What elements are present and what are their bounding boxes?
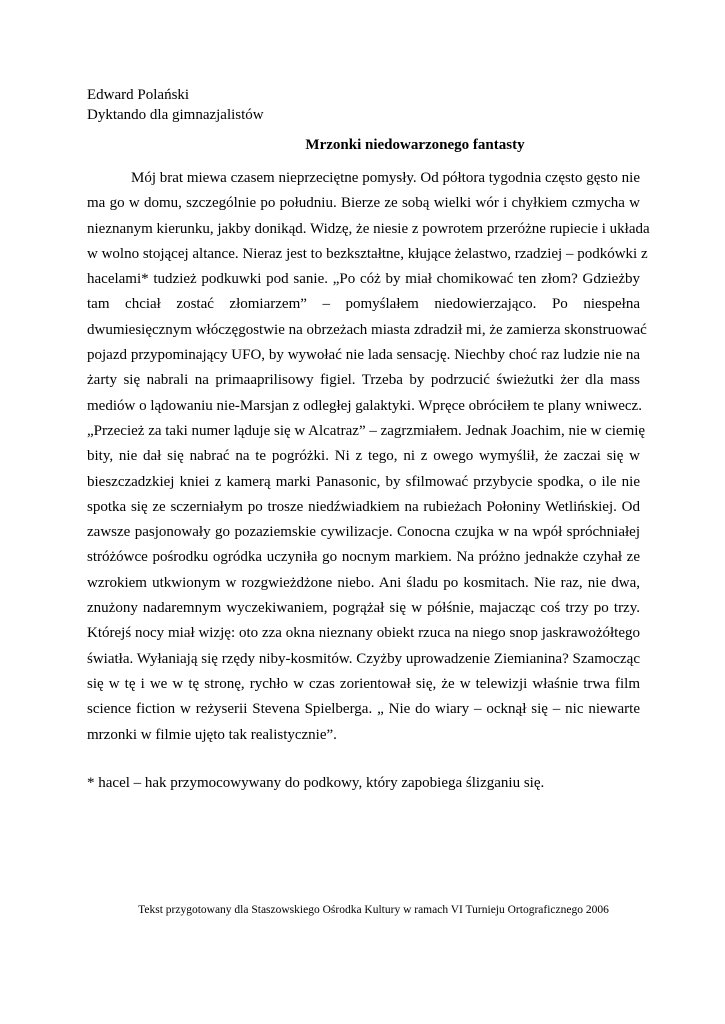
paragraph-line: w wolno stojącej altance. Nieraz jest to bezkształtne, kłujące żelastwo, rzadziej – podkówki z [87, 245, 648, 262]
paragraph-line: tam chciał zostać złomiarzem” – pomyślałem niedowierzająco. Po niespełna [87, 296, 640, 313]
paragraph-line: wzrokiem utkwionym w rozgwieżdżone niebo. Ani śladu po kosmitach. Nie raz, nie dwa, [87, 574, 640, 591]
paragraph-line: ma go w domu, szczególnie po południu. Bierze ze sobą wielki wór i chyłkiem czmycha w [87, 195, 640, 212]
paragraph-line: Którejś nocy miał wizję: oto zza okna nieznany obiekt rzuca na niego snop jaskrawożółtego [87, 625, 640, 642]
paragraph-line: nieznanym kierunku, jakby donikąd. Widzę, że niesie z powrotem przeróżne rupiecie i układa [87, 220, 650, 237]
paragraph-line: mrzonki w filmie ujęto tak realistycznie”. [87, 726, 337, 743]
paragraph-line: się w tę i we w tę stronę, rychło w czas zorientował się, że w telewizji właśnie trwa film [87, 675, 640, 692]
footnote: * hacel – hak przymocowywany do podkowy, który zapobiega ślizganiu się. [87, 775, 545, 791]
paragraph-line: science fiction w reżyserii Stevena Spielberga. „ Nie do wiary – ocknął się – nic niewarte [87, 701, 640, 718]
paragraph-line: stróżówce pośrodku ogródka uczyniła go nocnym markiem. Na próżno jednakże czyhał ze [87, 549, 640, 566]
document-header [87, 85, 264, 125]
author-name: Edward Polański [87, 87, 190, 103]
paragraph-line: mediów o lądowaniu nie-Marsjan z odległej galaktyki. Wpręce obróciłem te plany wniwecz. [87, 397, 642, 414]
paragraph-line: Mój brat miewa czasem nieprzeciętne pomysły. Od półtora tygodnia często gęsto nie [131, 170, 640, 186]
paragraph-line: pojazd przypominający UFO, by wywołać nie lada sensację. Niechby choć raz ludzie nie na [87, 347, 640, 364]
paragraph-line: „Przecież za taki numer ląduje się w Alcatraz” – zagrzmiałem. Jednak Joachim, nie w ciemię [87, 422, 646, 439]
paragraph-line: hacelami* tudzież podkuwki pod sanie. „Po cóż by miał chomikować ten złom? Gdzieżby [87, 271, 640, 288]
dictation-title: Mrzonki niedowarzonego fantasty [305, 137, 525, 153]
page-footer: Tekst przygotowany dla Staszowskiego Ośrodka Kultury w ramach VI Turnieju Ortograficznego 2006 [138, 904, 609, 916]
paragraph-line: bieszczadzkiej kniei z kamerą marki Panasonic, by sfilmować przybycie spodka, o ile nie [87, 473, 640, 490]
paragraph-line: żarty się nabrali na primaaprilisowy figiel. Trzeba by podrzucić świeżutki żer dla mass [87, 372, 640, 389]
paragraph-line: znużony nadaremnym wyczekiwaniem, pogrążał się w półśnie, majacząc coś trzy po trzy. [87, 600, 640, 617]
document-subtitle: Dyktando dla gimnazjalistów [87, 107, 264, 123]
dictation-paragraph [87, 166, 650, 748]
paragraph-line: spotka się ze sczerniałym po trosze niedźwiadkiem na rubieżach Połoniny Wetlińskiej. Od [87, 498, 640, 515]
paragraph-line: dwumiesięcznym włóczęgostwie na obrzeżach miasta zdradził mi, że zamierza skonstruować [87, 321, 647, 338]
paragraph-line: światła. Wyłaniają się rzędy niby-kosmitów. Czyżby uprowadzenie Ziemianina? Szamocząc [87, 650, 640, 667]
paragraph-line: bity, nie dał się nabrać na te pogróżki. Ni z tego, ni z owego wymyślił, że zaczai się w [87, 448, 640, 465]
paragraph-line: zawsze pasjonowały go pozaziemskie cywilizacje. Conocna czujka w na wpół spróchniałej [87, 524, 640, 541]
